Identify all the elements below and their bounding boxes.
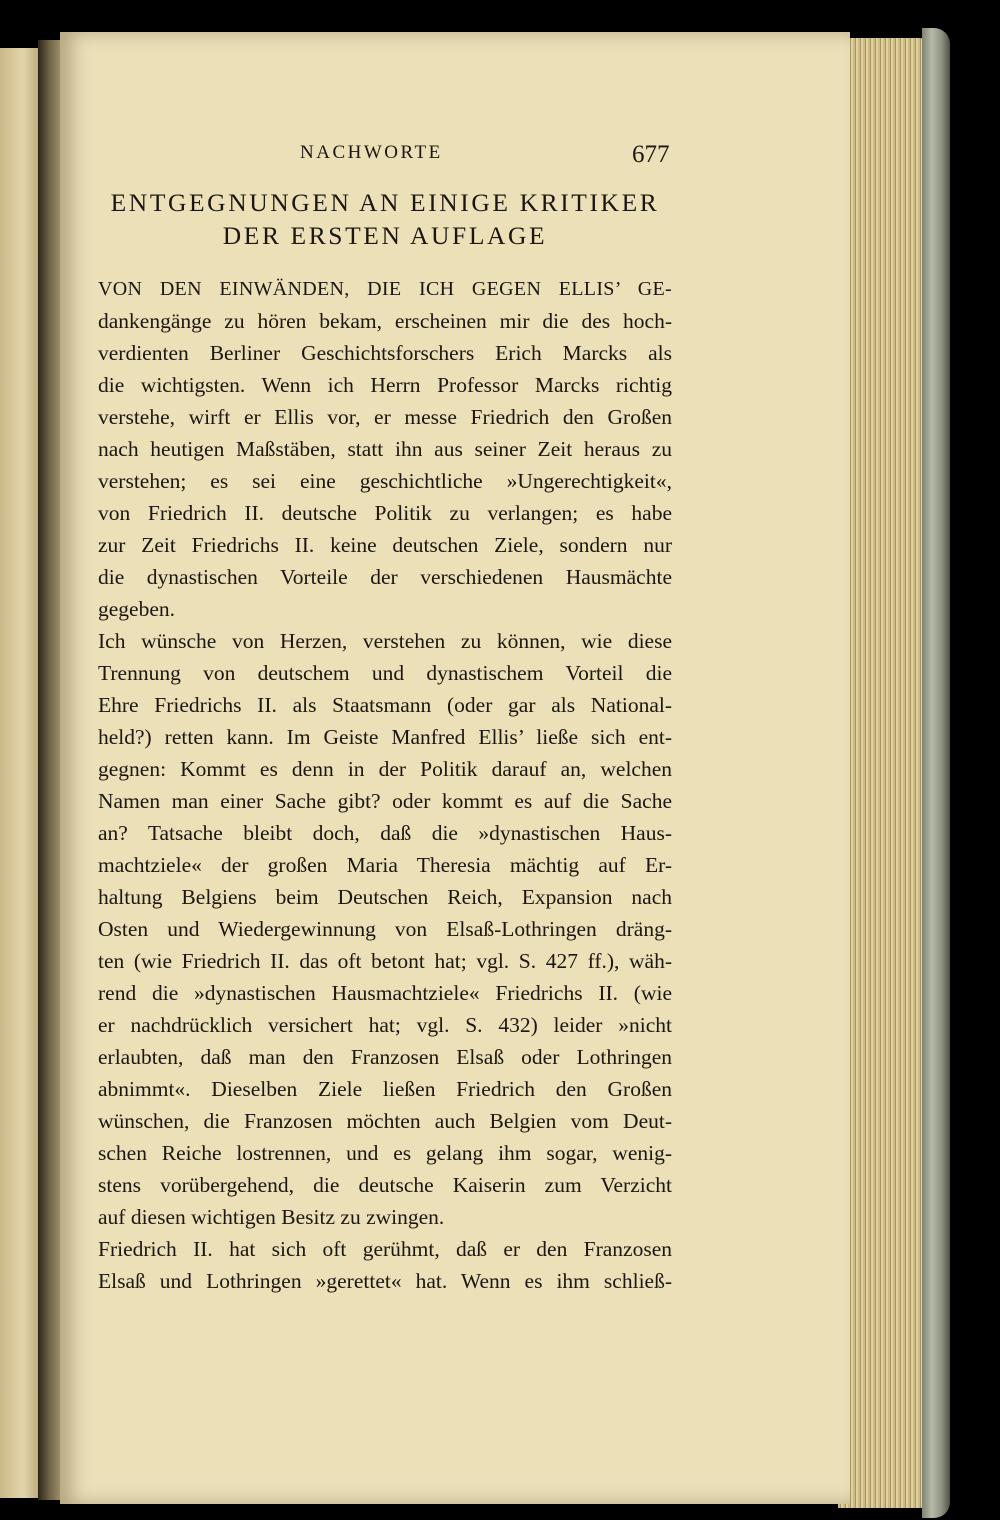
body-line: gegeben. (98, 597, 176, 621)
body-line: die wichtigsten. Wenn ich Herrn Professor Marcks richtig (98, 373, 672, 397)
body-line: auf diesen wichtigen Besitz zu zwingen. (98, 1205, 445, 1229)
chapter-title-line-1: ENTGEGNUNGEN AN EINIGE KRITIKER (110, 188, 660, 217)
page-stack-edge (838, 38, 930, 1508)
body-line: er nachdrücklich versichert hat; vgl. S. 432) leider »nicht (98, 1013, 672, 1037)
body-line: verdienten Berliner Geschichtsforschers Erich Marcks als (98, 341, 672, 365)
chapter-title-line-2: DER ERSTEN AUFLAGE (222, 221, 548, 250)
body-line: wünschen, die Franzosen möchten auch Belgien vom Deut- (98, 1109, 672, 1133)
body-line: gegnen: Kommt es denn in der Politik darauf an, welchen (98, 757, 672, 781)
body-line: Osten und Wiedergewinnung von Elsaß-Lothringen dräng- (98, 917, 672, 941)
body-line: Ehre Friedrichs II. als Staatsmann (oder gar als National- (98, 693, 672, 717)
body-line: haltung Belgiens beim Deutschen Reich, Expansion nach (98, 885, 672, 909)
body-line: verstehen; es sei eine geschichtliche »Ungerechtigkeit«, (98, 469, 672, 493)
body-line: schen Reiche lostrennen, und es gelang ihm sogar, wenig- (98, 1141, 672, 1165)
body-line: von Friedrich II. deutsche Politik zu verlangen; es habe (98, 501, 672, 525)
body-line: erlaubten, daß man den Franzosen Elsaß oder Lothringen (98, 1045, 672, 1069)
running-head: NACHWORTE (300, 142, 443, 163)
left-page-edge (0, 48, 40, 1498)
book-cover-edge (922, 28, 950, 1518)
body-line: machtziele« der großen Maria Theresia mächtig auf Er- (98, 853, 672, 877)
page-number: 677 (632, 141, 670, 168)
chapter-title (98, 186, 672, 252)
body-line: rend die »dynastischen Hausmachtziele« Friedrichs II. (wie (98, 981, 672, 1005)
body-line: zur Zeit Friedrichs II. keine deutschen Ziele, sondern nur (98, 533, 672, 557)
body-line: Trennung von deutschem und dynastischem Vorteil die (98, 661, 672, 685)
body-line: an? Tatsache bleibt doch, daß die »dynastischen Haus- (98, 821, 672, 845)
body-line: nach heutigen Maßstäben, statt ihn aus seiner Zeit heraus zu (98, 437, 672, 461)
body-line: Ich wünsche von Herzen, verstehen zu können, wie diese (98, 629, 672, 653)
body-line: die dynastischen Vorteile der verschiedenen Hausmächte (98, 565, 672, 589)
body-line: abnimmt«. Dieselben Ziele ließen Friedrich den Großen (98, 1077, 672, 1101)
body-line: Friedrich II. hat sich oft gerühmt, daß er den Franzosen (98, 1237, 672, 1261)
body-line: stens vorübergehend, die deutsche Kaiserin zum Verzicht (98, 1173, 672, 1197)
body-line: Namen man einer Sache gibt? oder kommt es auf die Sache (98, 789, 672, 813)
body-line: held?) retten kann. Im Geiste Manfred Ellis’ ließe sich ent- (98, 725, 672, 749)
body-line: ten (wie Friedrich II. das oft betont hat; vgl. S. 427 ff.), wäh- (98, 949, 672, 973)
body-line: Elsaß und Lothringen »gerettet« hat. Wenn es ihm schließ- (98, 1269, 672, 1293)
body-line: verstehe, wirft er Ellis vor, er messe Friedrich den Großen (98, 405, 672, 429)
body-line: dankengänge zu hören bekam, erscheinen mir die des hoch- (98, 309, 672, 333)
body-line: VON DEN EINWÄNDEN, DIE ICH GEGEN ELLIS’ GE- (98, 278, 672, 300)
